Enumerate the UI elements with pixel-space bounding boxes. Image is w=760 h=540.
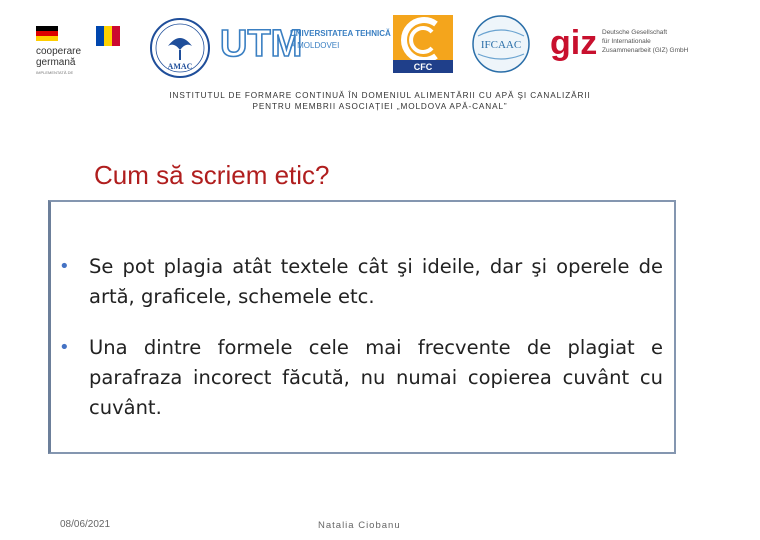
ifcaac-text: IFCAAC [480,39,522,51]
bullet-item [59,252,663,312]
institute-title-line2: PENTRU MEMBRII ASOCIAȚIEI „MOLDOVA APĂ-CANAL” [252,102,508,111]
coop-line1: cooperare [36,46,82,57]
footer-date: 08/06/2021 [60,519,111,530]
coop-small: IMPLEMENTATĂ DE [36,70,74,75]
cfc-text: CFC [413,62,433,72]
footer-author: Natalia Ciobanu [318,520,401,531]
giz-mark: giz [550,24,598,62]
utm-line2: A MOLDOVEI [290,41,340,50]
amac-logo [146,16,214,80]
giz-logo [548,22,708,62]
content-box [48,200,676,454]
bullet-dot-icon: • [59,256,70,277]
amac-text: AMAC [167,62,193,71]
bullet-text: Una dintre formele cele mai frecvente de plagiat e parafraza incorect făcută, nu numai copierea cuvânt cu cuvânt. [89,336,663,419]
giz-line2: für Internationale [602,38,651,45]
ifcaac-logo [468,14,534,74]
bullet-text: Se pot plagia atât textele cât şi ideile, dar şi operele de artă, graficele, schemele etc. [89,255,663,308]
coop-line2: germană [36,57,76,68]
slide-title: Cum să scriem etic? [94,160,330,190]
cooperare-germana-logo [34,22,126,78]
giz-line1: Deutsche Gesellschaft [602,29,668,36]
logo-bar [0,0,720,90]
utm-line1: UNIVERSITATEA TEHNICĂ [290,29,391,38]
utm-letters: UTM [220,23,303,65]
utm-logo [218,18,391,66]
giz-line3: Zusammenarbeit (GIZ) GmbH [602,47,689,54]
institute-title-line1: INSTITUTUL DE FORMARE CONTINUĂ ÎN DOMENIUL ALIMENTĂRII CU APĂ ŞI CANALIZĂRII [169,91,591,100]
bullet-item [59,333,663,423]
cfc-logo [392,14,454,74]
bullet-dot-icon: • [59,337,70,358]
